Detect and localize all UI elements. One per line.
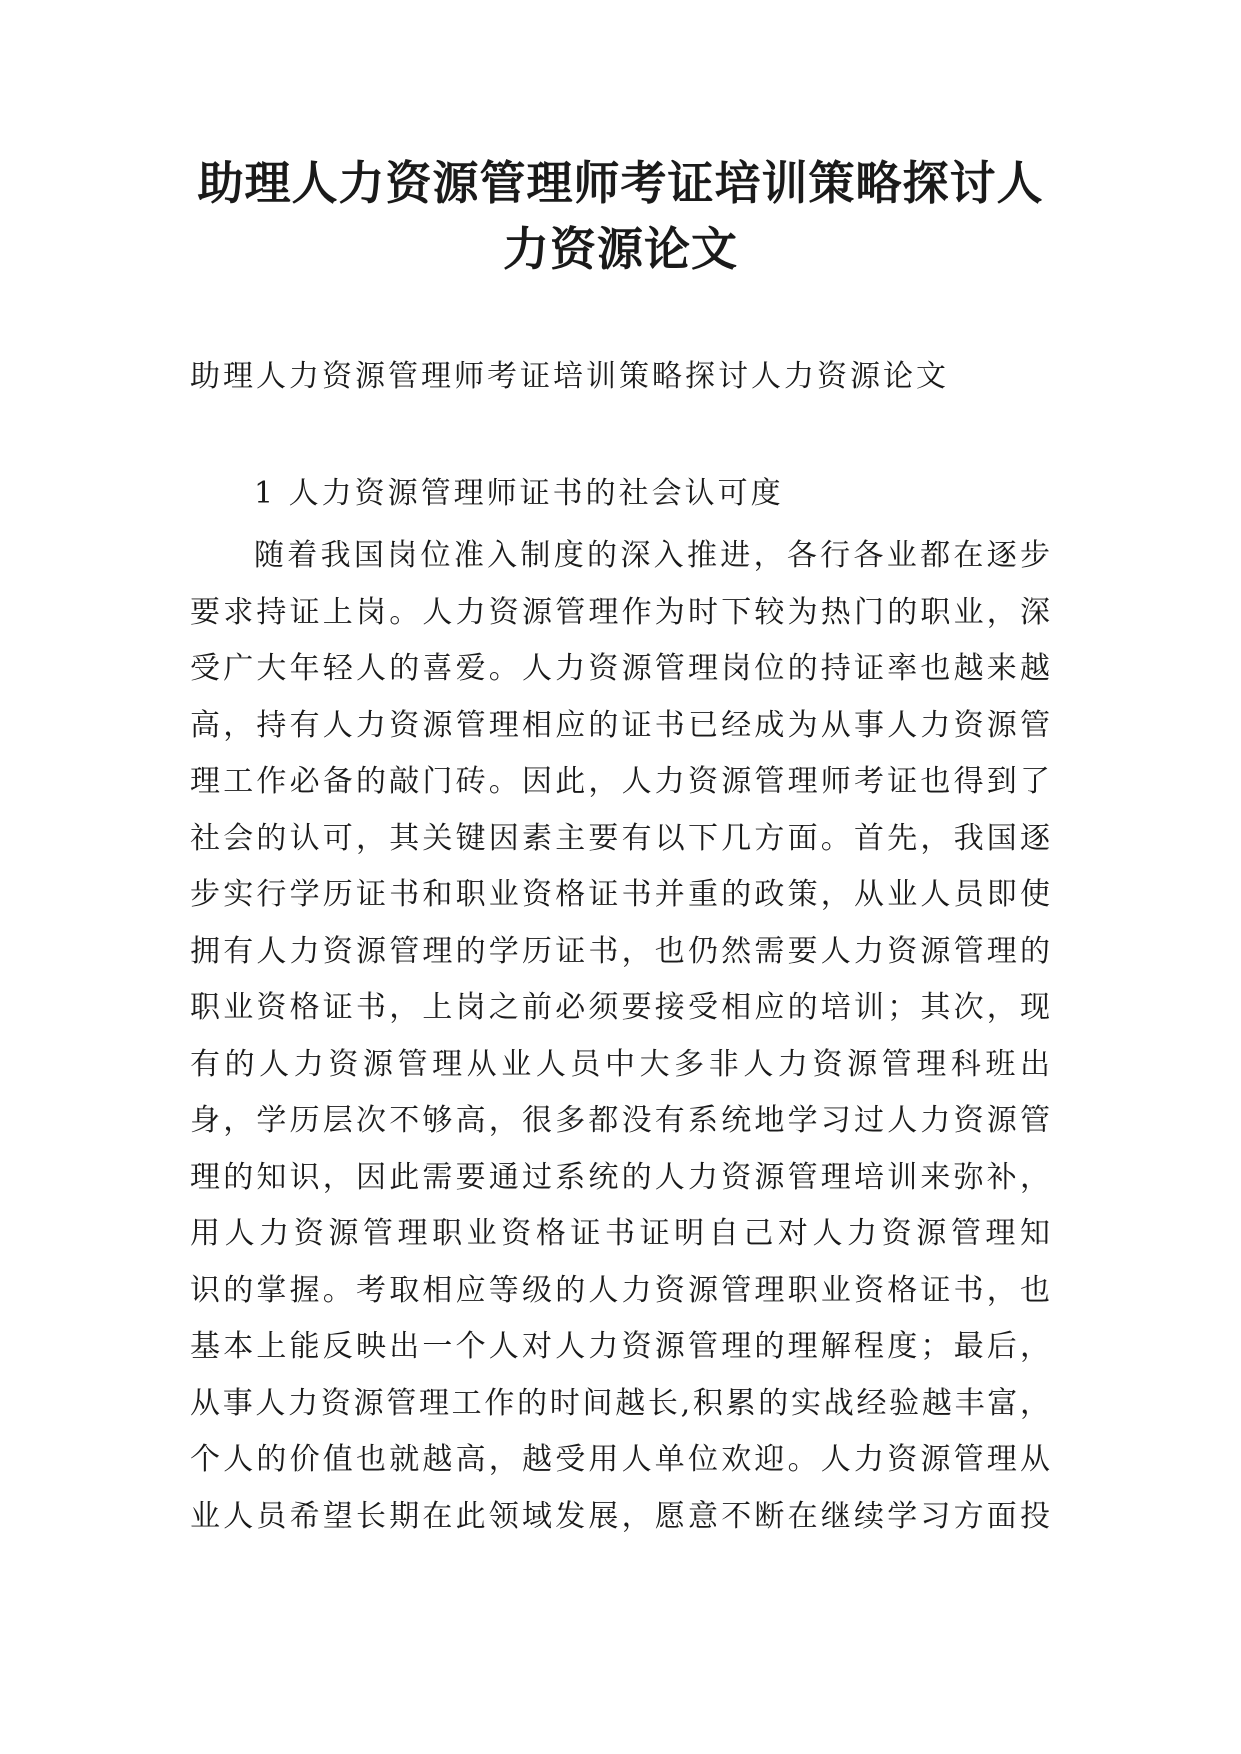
- paragraph-line: 用人力资源管理职业资格证书证明自己对人力资源管理知: [190, 1216, 1050, 1251]
- paragraph-line: 从事人力资源管理工作的时间越长,积累的实战经验越丰富，: [190, 1385, 1050, 1421]
- paragraph-line: 受广大年轻人的喜爱。人力资源管理岗位的持证率也越来越: [190, 651, 1050, 686]
- paragraph-line: 识的掌握。考取相应等级的人力资源管理职业资格证书，也: [190, 1272, 1050, 1308]
- title-line-2: 力资源论文: [503, 222, 738, 276]
- paragraph-line: 要求持证上岗。人力资源管理作为时下较为热门的职业，深: [190, 594, 1050, 630]
- body-paragraph: [190, 528, 1050, 1545]
- paragraph-line: 理的知识，因此需要通过系统的人力资源管理培训来弥补，: [190, 1159, 1050, 1195]
- title-line-1: 助理人力资源管理师考证培训策略探讨人: [197, 156, 1044, 210]
- paragraph-line: 步实行学历证书和职业资格证书并重的政策，从业人员即使: [190, 877, 1050, 912]
- paragraph-line: 社会的认可，其关键因素主要有以下几方面。首先，我国逐: [190, 820, 1050, 856]
- section-heading: 1 人力资源管理师证书的社会认可度: [254, 476, 784, 511]
- paragraph-line: 基本上能反映出一个人对人力资源管理的理解程度；最后，: [190, 1329, 1050, 1364]
- paragraph-line: 随着我国岗位准入制度的深入推进，各行各业都在逐步: [254, 538, 1050, 573]
- document-title: [160, 150, 1081, 282]
- paragraph-line: 身，学历层次不够高，很多都没有系统地学习过人力资源管: [190, 1103, 1050, 1138]
- paragraph-line: 高，持有人力资源管理相应的证书已经成为从事人力资源管: [190, 707, 1050, 743]
- document-subtitle: 助理人力资源管理师考证培训策略探讨人力资源论文: [190, 359, 949, 394]
- paragraph-line: 理工作必备的敲门砖。因此，人力资源管理师考证也得到了: [190, 764, 1050, 799]
- paragraph-line: 业人员希望长期在此领域发展，愿意不断在继续学习方面投: [190, 1498, 1050, 1534]
- paragraph-line: 有的人力资源管理从业人员中大多非人力资源管理科班出: [190, 1046, 1050, 1082]
- paragraph-line: 拥有人力资源管理的学历证书，也仍然需要人力资源管理的: [190, 933, 1050, 969]
- paragraph-line: 个人的价值也就越高，越受用人单位欢迎。人力资源管理从: [190, 1442, 1050, 1477]
- paragraph-line: 职业资格证书，上岗之前必须要接受相应的培训；其次，现: [190, 990, 1050, 1025]
